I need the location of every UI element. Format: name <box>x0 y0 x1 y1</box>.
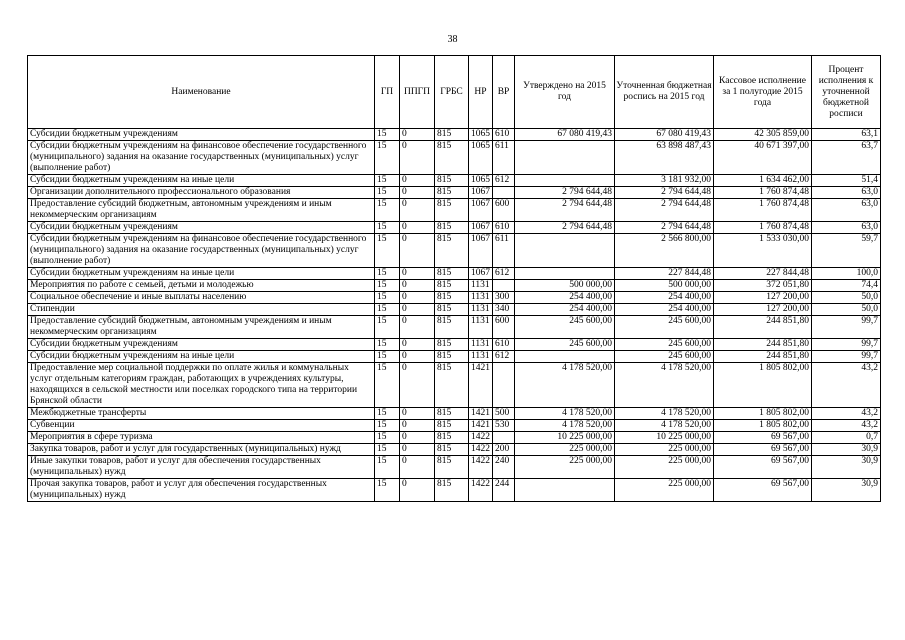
cash-cell: 69 567,00 <box>714 432 812 444</box>
ppgp-cell: 0 <box>400 304 435 316</box>
percent-cell: 43,2 <box>812 408 881 420</box>
refined-cell: 2 794 644,48 <box>615 199 714 222</box>
header-refined: Уточненная бюджетная роспись на 2015 год <box>615 56 714 129</box>
percent-cell: 63,7 <box>812 141 881 175</box>
ppgp-cell: 0 <box>400 141 435 175</box>
header-cash: Кассовое исполнение за 1 полугодие 2015 года <box>714 56 812 129</box>
gp-cell: 15 <box>375 175 400 187</box>
grbs-cell: 815 <box>435 292 469 304</box>
cash-cell: 1 760 874,48 <box>714 222 812 234</box>
table-row <box>28 456 881 479</box>
approved-cell: 2 794 644,48 <box>515 222 615 234</box>
grbs-cell: 815 <box>435 432 469 444</box>
cash-cell: 1 805 802,00 <box>714 363 812 408</box>
refined-cell: 254 400,00 <box>615 304 714 316</box>
refined-cell: 2 794 644,48 <box>615 222 714 234</box>
budget-table <box>27 55 881 502</box>
cash-cell: 1 805 802,00 <box>714 408 812 420</box>
gp-cell: 15 <box>375 316 400 339</box>
percent-cell: 51,4 <box>812 175 881 187</box>
approved-cell: 67 080 419,43 <box>515 129 615 141</box>
refined-cell: 225 000,00 <box>615 444 714 456</box>
cash-cell: 127 200,00 <box>714 304 812 316</box>
ppgp-cell: 0 <box>400 280 435 292</box>
cash-cell: 69 567,00 <box>714 479 812 502</box>
name-cell: Субсидии бюджетным учреждениям на финансовое обеспечение государственного (муниципального) задания на оказание государственных (муниципальных) услуг (выполнение работ) <box>28 234 375 268</box>
vr-cell: 612 <box>493 351 515 363</box>
name-cell: Межбюджетные трансферты <box>28 408 375 420</box>
vr-cell: 610 <box>493 339 515 351</box>
cash-cell: 69 567,00 <box>714 456 812 479</box>
approved-cell: 225 000,00 <box>515 444 615 456</box>
gp-cell: 15 <box>375 280 400 292</box>
name-cell: Прочая закупка товаров, работ и услуг для обеспечения государственных (муниципальных) нужд <box>28 479 375 502</box>
cash-cell: 227 844,48 <box>714 268 812 280</box>
approved-cell: 2 794 644,48 <box>515 187 615 199</box>
name-cell: Субсидии бюджетным учреждениям <box>28 222 375 234</box>
grbs-cell: 815 <box>435 129 469 141</box>
grbs-cell: 815 <box>435 187 469 199</box>
approved-cell <box>515 479 615 502</box>
table-row <box>28 199 881 222</box>
percent-cell: 74,4 <box>812 280 881 292</box>
header-approved: Утверждено на 2015 год <box>515 56 615 129</box>
vr-cell: 612 <box>493 268 515 280</box>
vr-cell <box>493 280 515 292</box>
approved-cell: 500 000,00 <box>515 280 615 292</box>
refined-cell: 245 600,00 <box>615 316 714 339</box>
grbs-cell: 815 <box>435 268 469 280</box>
cash-cell: 40 671 397,00 <box>714 141 812 175</box>
refined-cell: 4 178 520,00 <box>615 408 714 420</box>
name-cell: Субсидии бюджетным учреждениям <box>28 129 375 141</box>
refined-cell: 2 566 800,00 <box>615 234 714 268</box>
refined-cell: 245 600,00 <box>615 351 714 363</box>
ppgp-cell: 0 <box>400 129 435 141</box>
approved-cell: 4 178 520,00 <box>515 420 615 432</box>
table-row <box>28 222 881 234</box>
percent-cell: 30,9 <box>812 444 881 456</box>
np-cell: 1067 <box>469 222 493 234</box>
cash-cell: 244 851,80 <box>714 351 812 363</box>
percent-cell: 43,2 <box>812 363 881 408</box>
gp-cell: 15 <box>375 408 400 420</box>
cash-cell: 1 760 874,48 <box>714 199 812 222</box>
approved-cell: 245 600,00 <box>515 339 615 351</box>
percent-cell: 50,0 <box>812 292 881 304</box>
grbs-cell: 815 <box>435 479 469 502</box>
percent-cell: 100,0 <box>812 268 881 280</box>
vr-cell: 612 <box>493 175 515 187</box>
np-cell: 1131 <box>469 304 493 316</box>
percent-cell: 63,0 <box>812 199 881 222</box>
approved-cell <box>515 234 615 268</box>
table-row <box>28 129 881 141</box>
vr-cell: 530 <box>493 420 515 432</box>
grbs-cell: 815 <box>435 456 469 479</box>
vr-cell: 611 <box>493 141 515 175</box>
name-cell: Предоставление субсидий бюджетным, автономным учреждениям и иным некоммерческим организациям <box>28 316 375 339</box>
refined-cell: 225 000,00 <box>615 456 714 479</box>
ppgp-cell: 0 <box>400 479 435 502</box>
header-gp: ГП <box>375 56 400 129</box>
gp-cell: 15 <box>375 339 400 351</box>
gp-cell: 15 <box>375 444 400 456</box>
grbs-cell: 815 <box>435 280 469 292</box>
percent-cell: 99,7 <box>812 351 881 363</box>
approved-cell: 4 178 520,00 <box>515 363 615 408</box>
vr-cell: 610 <box>493 222 515 234</box>
table-row <box>28 175 881 187</box>
approved-cell <box>515 351 615 363</box>
ppgp-cell: 0 <box>400 222 435 234</box>
header-percent: Процент исполнения к уточненной бюджетной росписи <box>812 56 881 129</box>
np-cell: 1422 <box>469 444 493 456</box>
name-cell: Предоставление субсидий бюджетным, автономным учреждениям и иным некоммерческим организациям <box>28 199 375 222</box>
np-cell: 1065 <box>469 175 493 187</box>
table-row <box>28 304 881 316</box>
refined-cell: 225 000,00 <box>615 479 714 502</box>
gp-cell: 15 <box>375 187 400 199</box>
vr-cell: 611 <box>493 234 515 268</box>
percent-cell: 59,7 <box>812 234 881 268</box>
vr-cell: 600 <box>493 316 515 339</box>
grbs-cell: 815 <box>435 175 469 187</box>
np-cell: 1065 <box>469 129 493 141</box>
ppgp-cell: 0 <box>400 187 435 199</box>
vr-cell: 300 <box>493 292 515 304</box>
vr-cell <box>493 432 515 444</box>
ppgp-cell: 0 <box>400 351 435 363</box>
name-cell: Мероприятия по работе с семьей, детьми и молодежью <box>28 280 375 292</box>
ppgp-cell: 0 <box>400 363 435 408</box>
ppgp-cell: 0 <box>400 444 435 456</box>
grbs-cell: 815 <box>435 408 469 420</box>
np-cell: 1131 <box>469 339 493 351</box>
ppgp-cell: 0 <box>400 199 435 222</box>
grbs-cell: 815 <box>435 420 469 432</box>
name-cell: Социальное обеспечение и иные выплаты населению <box>28 292 375 304</box>
ppgp-cell: 0 <box>400 420 435 432</box>
gp-cell: 15 <box>375 234 400 268</box>
ppgp-cell: 0 <box>400 408 435 420</box>
cash-cell: 244 851,80 <box>714 339 812 351</box>
grbs-cell: 815 <box>435 444 469 456</box>
gp-cell: 15 <box>375 292 400 304</box>
vr-cell <box>493 363 515 408</box>
vr-cell: 244 <box>493 479 515 502</box>
percent-cell: 30,9 <box>812 456 881 479</box>
name-cell: Субсидии бюджетным учреждениям на иные цели <box>28 268 375 280</box>
approved-cell <box>515 268 615 280</box>
gp-cell: 15 <box>375 351 400 363</box>
approved-cell <box>515 141 615 175</box>
table-row <box>28 141 881 175</box>
cash-cell: 127 200,00 <box>714 292 812 304</box>
name-cell: Субсидии бюджетным учреждениям <box>28 339 375 351</box>
grbs-cell: 815 <box>435 351 469 363</box>
name-cell: Мероприятия в сфере туризма <box>28 432 375 444</box>
np-cell: 1065 <box>469 141 493 175</box>
grbs-cell: 815 <box>435 339 469 351</box>
np-cell: 1422 <box>469 479 493 502</box>
percent-cell: 43,2 <box>812 420 881 432</box>
vr-cell: 200 <box>493 444 515 456</box>
table-row <box>28 316 881 339</box>
ppgp-cell: 0 <box>400 432 435 444</box>
np-cell: 1131 <box>469 280 493 292</box>
percent-cell: 99,7 <box>812 339 881 351</box>
vr-cell: 240 <box>493 456 515 479</box>
name-cell: Субсидии бюджетным учреждениям на иные цели <box>28 351 375 363</box>
refined-cell: 4 178 520,00 <box>615 363 714 408</box>
np-cell: 1131 <box>469 292 493 304</box>
refined-cell: 3 181 932,00 <box>615 175 714 187</box>
np-cell: 1067 <box>469 187 493 199</box>
name-cell: Организации дополнительного профессионального образования <box>28 187 375 199</box>
np-cell: 1421 <box>469 408 493 420</box>
vr-cell: 340 <box>493 304 515 316</box>
table-row <box>28 408 881 420</box>
table-row <box>28 363 881 408</box>
vr-cell <box>493 187 515 199</box>
approved-cell: 10 225 000,00 <box>515 432 615 444</box>
header-vr: ВР <box>493 56 515 129</box>
grbs-cell: 815 <box>435 316 469 339</box>
refined-cell: 63 898 487,43 <box>615 141 714 175</box>
percent-cell: 99,7 <box>812 316 881 339</box>
table-row <box>28 479 881 502</box>
np-cell: 1067 <box>469 234 493 268</box>
name-cell: Стипендии <box>28 304 375 316</box>
percent-cell: 63,0 <box>812 222 881 234</box>
cash-cell: 1 760 874,48 <box>714 187 812 199</box>
ppgp-cell: 0 <box>400 456 435 479</box>
table-row <box>28 444 881 456</box>
gp-cell: 15 <box>375 268 400 280</box>
table-row <box>28 280 881 292</box>
name-cell: Предоставление мер социальной поддержки по оплате жилья и коммунальных услуг отдельным категориям граждан, работающих в учреждениях культуры, находящихся в сельской местности или поселках городского типа на территории Брянской области <box>28 363 375 408</box>
refined-cell: 254 400,00 <box>615 292 714 304</box>
cash-cell: 1 634 462,00 <box>714 175 812 187</box>
vr-cell: 500 <box>493 408 515 420</box>
cash-cell: 69 567,00 <box>714 444 812 456</box>
gp-cell: 15 <box>375 456 400 479</box>
gp-cell: 15 <box>375 420 400 432</box>
refined-cell: 2 794 644,48 <box>615 187 714 199</box>
np-cell: 1131 <box>469 351 493 363</box>
table-row <box>28 187 881 199</box>
np-cell: 1067 <box>469 268 493 280</box>
gp-cell: 15 <box>375 363 400 408</box>
gp-cell: 15 <box>375 129 400 141</box>
table-row <box>28 420 881 432</box>
name-cell: Субвенции <box>28 420 375 432</box>
table-row <box>28 432 881 444</box>
cash-cell: 372 051,80 <box>714 280 812 292</box>
percent-cell: 50,0 <box>812 304 881 316</box>
vr-cell: 600 <box>493 199 515 222</box>
grbs-cell: 815 <box>435 141 469 175</box>
name-cell: Закупка товаров, работ и услуг для государственных (муниципальных) нужд <box>28 444 375 456</box>
ppgp-cell: 0 <box>400 316 435 339</box>
refined-cell: 500 000,00 <box>615 280 714 292</box>
page-number: 38 <box>447 34 458 45</box>
refined-cell: 67 080 419,43 <box>615 129 714 141</box>
percent-cell: 63,0 <box>812 187 881 199</box>
approved-cell: 225 000,00 <box>515 456 615 479</box>
header-np: НР <box>469 56 493 129</box>
approved-cell: 245 600,00 <box>515 316 615 339</box>
cash-cell: 244 851,80 <box>714 316 812 339</box>
table-row <box>28 339 881 351</box>
refined-cell: 227 844,48 <box>615 268 714 280</box>
grbs-cell: 815 <box>435 363 469 408</box>
approved-cell: 4 178 520,00 <box>515 408 615 420</box>
header-ppgp: ППГП <box>400 56 435 129</box>
grbs-cell: 815 <box>435 234 469 268</box>
gp-cell: 15 <box>375 141 400 175</box>
approved-cell: 2 794 644,48 <box>515 199 615 222</box>
cash-cell: 1 533 030,00 <box>714 234 812 268</box>
cash-cell: 1 805 802,00 <box>714 420 812 432</box>
np-cell: 1421 <box>469 363 493 408</box>
gp-cell: 15 <box>375 304 400 316</box>
cash-cell: 42 305 859,00 <box>714 129 812 141</box>
refined-cell: 4 178 520,00 <box>615 420 714 432</box>
table-row <box>28 268 881 280</box>
approved-cell: 254 400,00 <box>515 304 615 316</box>
ppgp-cell: 0 <box>400 268 435 280</box>
grbs-cell: 815 <box>435 304 469 316</box>
gp-cell: 15 <box>375 199 400 222</box>
refined-cell: 245 600,00 <box>615 339 714 351</box>
table-row <box>28 292 881 304</box>
percent-cell: 30,9 <box>812 479 881 502</box>
gp-cell: 15 <box>375 432 400 444</box>
np-cell: 1421 <box>469 420 493 432</box>
name-cell: Иные закупки товаров, работ и услуг для обеспечения государственных (муниципальных) нужд <box>28 456 375 479</box>
np-cell: 1422 <box>469 456 493 479</box>
gp-cell: 15 <box>375 222 400 234</box>
name-cell: Субсидии бюджетным учреждениям на финансовое обеспечение государственного (муниципального) задания на оказание государственных (муниципальных) услуг (выполнение работ) <box>28 141 375 175</box>
header-row <box>28 56 881 129</box>
percent-cell: 0,7 <box>812 432 881 444</box>
gp-cell: 15 <box>375 479 400 502</box>
table-body <box>28 129 881 502</box>
np-cell: 1067 <box>469 199 493 222</box>
ppgp-cell: 0 <box>400 175 435 187</box>
name-cell: Субсидии бюджетным учреждениям на иные цели <box>28 175 375 187</box>
grbs-cell: 815 <box>435 199 469 222</box>
approved-cell: 254 400,00 <box>515 292 615 304</box>
table-row <box>28 234 881 268</box>
table-row <box>28 351 881 363</box>
percent-cell: 63,1 <box>812 129 881 141</box>
ppgp-cell: 0 <box>400 339 435 351</box>
vr-cell: 610 <box>493 129 515 141</box>
np-cell: 1422 <box>469 432 493 444</box>
header-grbs: ГРБС <box>435 56 469 129</box>
refined-cell: 10 225 000,00 <box>615 432 714 444</box>
grbs-cell: 815 <box>435 222 469 234</box>
ppgp-cell: 0 <box>400 234 435 268</box>
ppgp-cell: 0 <box>400 292 435 304</box>
approved-cell <box>515 175 615 187</box>
header-name: Наименование <box>28 56 375 129</box>
np-cell: 1131 <box>469 316 493 339</box>
